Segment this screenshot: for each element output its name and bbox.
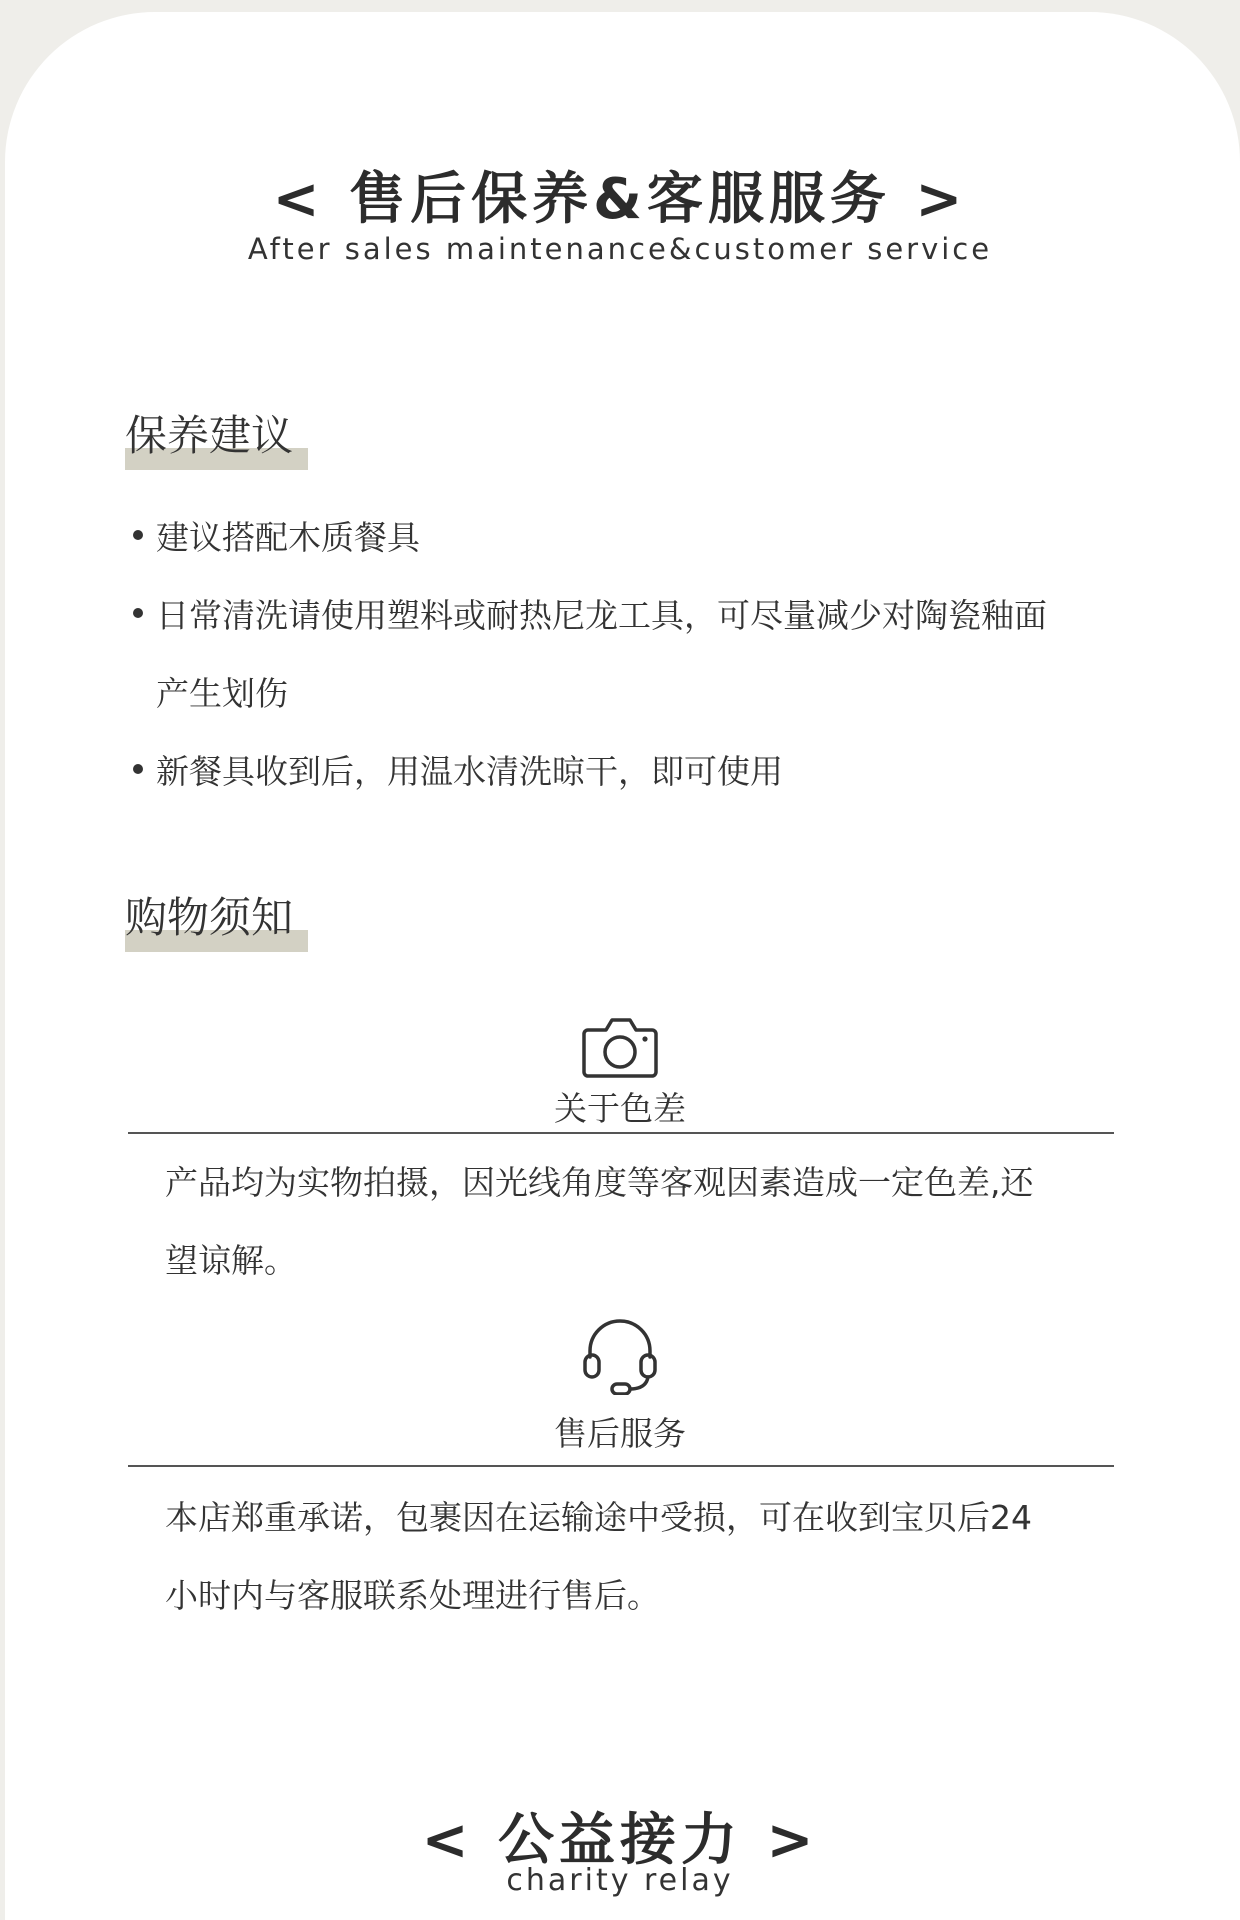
bullet-dot — [133, 764, 143, 774]
maintenance-heading-text: 保养建议 — [125, 411, 294, 460]
list-item-text: 产生划伤 — [156, 674, 288, 713]
after-sales-text: 小时内与客服联系处理进行售后。 — [165, 1576, 660, 1615]
content-card — [5, 12, 1240, 1920]
bullet-dot — [133, 608, 143, 618]
color-diff-text: 望谅解。 — [165, 1241, 297, 1280]
page-subtitle: After sales maintenance&customer service — [247, 232, 993, 266]
page-title: < 售后保养&客服服务 > — [272, 167, 968, 232]
color-diff-text: 产品均为实物拍摄，因光线角度等客观因素造成一定色差,还 — [165, 1163, 1034, 1202]
color-diff-label: 关于色差 — [554, 1089, 686, 1128]
camera-icon — [580, 1010, 660, 1082]
divider — [128, 1465, 1114, 1467]
headset-icon — [580, 1315, 660, 1387]
charity-title: < 公益接力 > — [421, 1808, 819, 1873]
list-item-text: 新餐具收到后，用温水清洗晾干，即可使用 — [156, 752, 783, 791]
after-sales-label: 售后服务 — [554, 1414, 686, 1453]
bullet-dot — [133, 530, 143, 540]
divider — [128, 1132, 1114, 1134]
after-sales-text: 本店郑重承诺，包裹因在运输途中受损，可在收到宝贝后24 — [165, 1498, 1032, 1537]
charity-subtitle: charity relay — [506, 1863, 734, 1898]
list-item-text: 建议搭配木质餐具 — [156, 518, 420, 557]
shopping-heading-text: 购物须知 — [125, 893, 294, 942]
list-item-text: 日常清洗请使用塑料或耐热尼龙工具，可尽量减少对陶瓷釉面 — [156, 596, 1047, 635]
shopping-heading — [125, 890, 293, 946]
maintenance-heading — [125, 408, 293, 464]
